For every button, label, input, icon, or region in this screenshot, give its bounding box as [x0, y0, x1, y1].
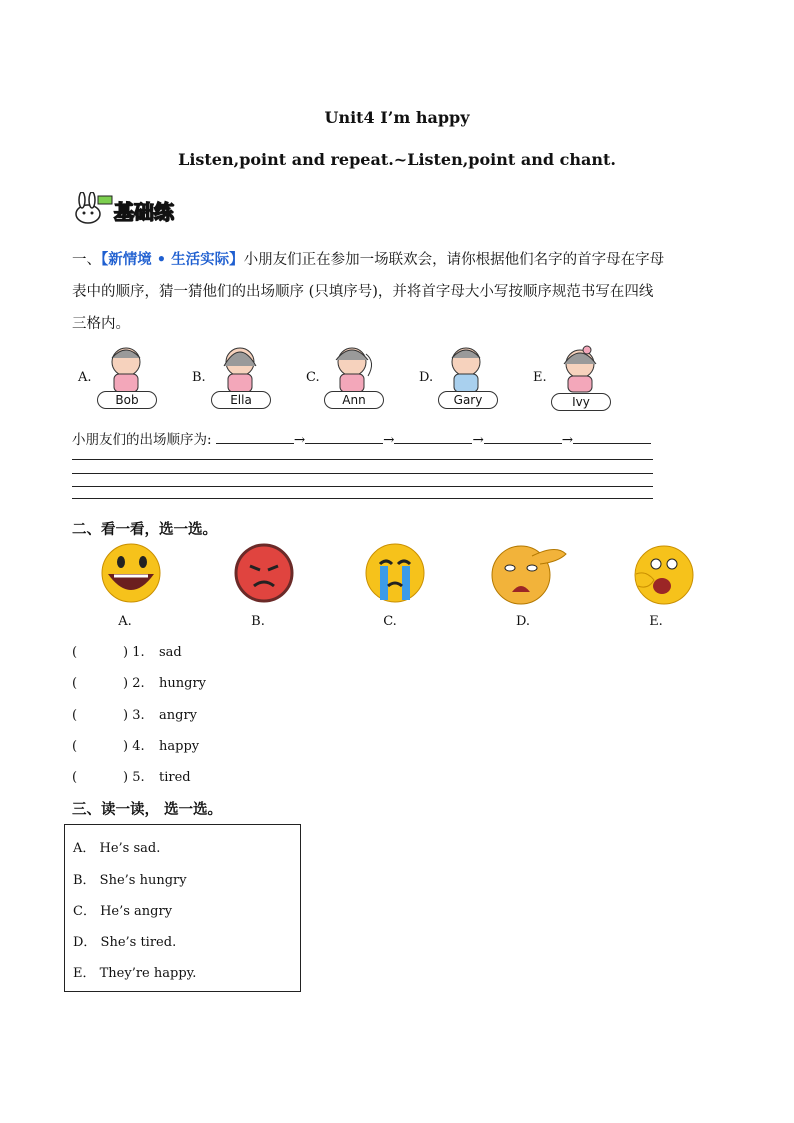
kid-a-icon [112, 348, 140, 392]
kid-d-letter: D. [419, 370, 434, 385]
answer-paren[interactable]: ( [72, 739, 78, 754]
order-label: 小朋友们的出场顺序为: [72, 432, 212, 448]
choice-d: D. [515, 614, 531, 629]
kid-a-letter: A. [78, 370, 92, 385]
section1-line2: 表中的顺序，猜一猜他们的出场顺序 (只填序号)，并将首字母大小写按顺序规范书写在四线 [72, 284, 654, 300]
option-b: B． She’s hungry [73, 873, 187, 888]
choice-a: A. [118, 614, 132, 629]
question-number: ) 2. [123, 676, 145, 691]
option-a: A． He’s sad. [73, 841, 161, 856]
question-word: tired [159, 770, 191, 785]
writing-line-2 [72, 473, 653, 474]
name-tag-ivy: Ivy [551, 393, 611, 411]
order-blank-3[interactable] [394, 429, 472, 444]
choice-c: C. [383, 614, 397, 629]
answer-paren[interactable]: ( [72, 676, 78, 691]
question-row [72, 739, 200, 754]
writing-line-3 [72, 486, 653, 487]
option-c: C． He’s angry [73, 904, 173, 919]
question-number: ) 3. [123, 708, 145, 723]
order-blank-2[interactable] [305, 429, 383, 444]
question-word: sad [159, 645, 182, 660]
name-tag-bob: Bob [97, 391, 157, 409]
order-arrow: → [561, 432, 574, 448]
banner-label: 基础练 [114, 200, 174, 224]
order-arrow: → [293, 432, 306, 448]
order-blank-5[interactable] [573, 429, 651, 444]
kid-d-icon [452, 348, 480, 392]
answer-paren[interactable]: ( [72, 770, 78, 785]
question-number: ) 5. [123, 770, 145, 785]
page-title: Unit4 I’m happy [324, 108, 470, 127]
kid-b-letter: B. [192, 370, 206, 385]
writing-line-4 [72, 498, 653, 499]
order-arrow: → [472, 432, 484, 448]
section1-line1 [72, 248, 732, 269]
page-subtitle: Listen,point and repeat.~Listen,point and chant. [178, 150, 616, 169]
choice-e: E. [649, 614, 663, 629]
order-arrow: → [383, 432, 395, 448]
kid-c-letter: C. [306, 370, 320, 385]
section2-heading: 二、看一看，选一选。 [72, 521, 217, 538]
kid-e-letter: E. [533, 370, 547, 385]
crying-emoji-icon [366, 544, 424, 602]
order-row [72, 428, 651, 448]
kid-c-icon [336, 348, 372, 392]
order-blank-4[interactable] [484, 429, 562, 444]
name-tag-ann: Ann [324, 391, 384, 409]
section3-heading: 三、读一读， 选一选。 [72, 801, 223, 818]
section1-prefix: 一、 [72, 252, 101, 268]
question-word: hungry [159, 676, 206, 691]
practice-banner [72, 192, 192, 224]
name-tag-gary: Gary [438, 391, 498, 409]
writing-line-1 [72, 459, 653, 460]
option-d: D． She’s tired. [73, 935, 177, 950]
order-blank-1[interactable] [216, 429, 294, 444]
question-word: angry [159, 708, 198, 723]
options-box [64, 824, 301, 992]
option-e: E． They’re happy. [73, 966, 197, 981]
kid-b-icon [224, 348, 256, 392]
section1-line3: 三格内。 [72, 316, 130, 332]
angry-emoji-icon [236, 545, 292, 601]
hungry-emoji-icon [635, 546, 693, 604]
choice-b: B. [251, 614, 265, 629]
question-word: happy [159, 739, 200, 754]
emoji-row [0, 540, 794, 612]
answer-paren[interactable]: ( [72, 645, 78, 660]
question-number: ) 1. [123, 645, 145, 660]
question-row [72, 676, 206, 691]
question-row [72, 770, 191, 785]
question-row [72, 708, 198, 723]
section1-text-1: 小朋友们正在参加一场联欢会，请你根据他们名字的首字母在字母 [243, 252, 665, 268]
laughing-emoji-icon [102, 544, 160, 602]
section1-tag: 【新情境 • 生活实际】 [101, 251, 244, 268]
answer-paren[interactable]: ( [72, 708, 78, 723]
question-number: ) 4. [123, 739, 145, 754]
name-tag-ella: Ella [211, 391, 271, 409]
tired-emoji-icon [492, 546, 566, 604]
question-row [72, 645, 182, 660]
kid-e-icon [564, 346, 596, 392]
